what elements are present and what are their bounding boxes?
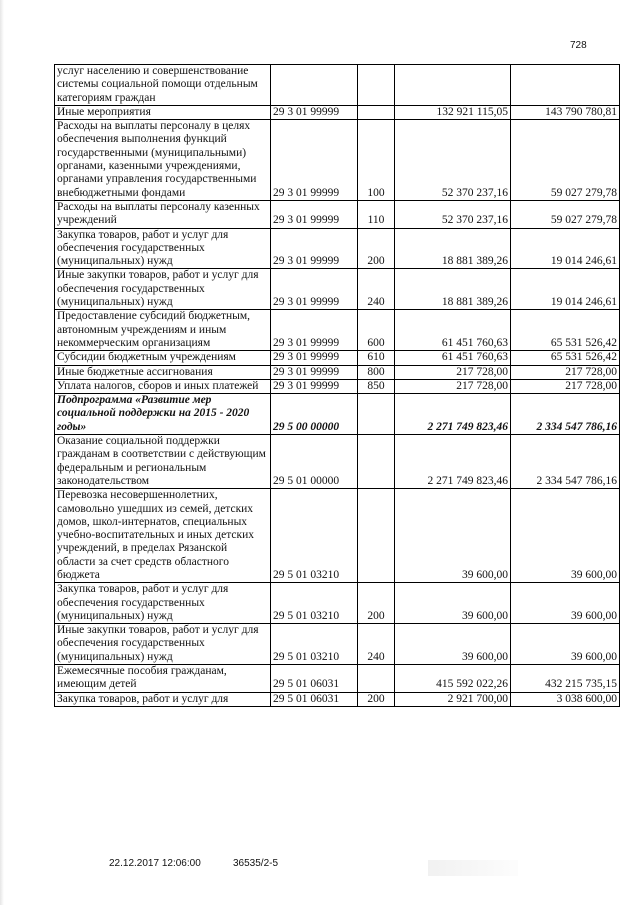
row-vr-code: 800 (358, 365, 395, 379)
row-amount-year1: 52 370 237,16 (395, 120, 511, 201)
footer-doc-id: 36535/2-5 (233, 858, 279, 869)
row-amount-year2: 2 334 547 786,16 (511, 435, 620, 489)
row-csr-code: 29 3 01 99999 (271, 365, 358, 379)
row-amount-year1: 18 881 389,26 (395, 228, 511, 269)
page-number: 728 (570, 40, 587, 51)
row-name: Закупка товаров, работ и услуг для (55, 692, 271, 706)
row-name: Иные закупки товаров, работ и услуг для обеспечения государственных (муниципальных) нужд (55, 624, 271, 665)
row-vr-code (358, 394, 395, 435)
row-name: Закупка товаров, работ и услуг для обеспечения государственных (муниципальных) нужд (55, 583, 271, 624)
row-csr-code: 29 3 01 99999 (271, 310, 358, 351)
row-amount-year1: 2 271 749 823,46 (395, 435, 511, 489)
row-vr-code: 200 (358, 583, 395, 624)
table-row (55, 365, 620, 379)
row-vr-code (358, 105, 395, 119)
table-row (55, 665, 620, 693)
row-vr-code: 600 (358, 310, 395, 351)
table-row (55, 310, 620, 351)
row-amount-year2: 3 038 600,00 (511, 692, 620, 706)
row-amount-year2: 65 531 526,42 (511, 351, 620, 365)
table-row (55, 692, 620, 706)
row-amount-year2: 2 334 547 786,16 (511, 394, 620, 435)
row-csr-code: 29 3 01 99999 (271, 228, 358, 269)
row-name: Иные закупки товаров, работ и услуг для обеспечения государственных (муниципальных) нужд (55, 269, 271, 310)
table-row (55, 120, 620, 201)
row-name: услуг населению и совершенствование системы социальной помощи отдельным категориям граждан (55, 65, 271, 106)
row-name: Перевозка несовершеннолетних, самовольно ушедших из семей, детских домов, школ-интернатов, специальных учебно-воспитательных и иных детских учреждений, в пределах Рязанской области за счет средств областного бюджета (55, 489, 271, 583)
table-row (55, 583, 620, 624)
row-vr-code: 240 (358, 624, 395, 665)
row-amount-year1: 132 921 115,05 (395, 105, 511, 119)
row-name: Расходы на выплаты персоналу казенных учреждений (55, 200, 271, 228)
row-amount-year1: 2 271 749 823,46 (395, 394, 511, 435)
row-csr-code: 29 3 01 99999 (271, 269, 358, 310)
scan-smudge (428, 860, 518, 876)
row-amount-year2: 39 600,00 (511, 624, 620, 665)
row-amount-year2: 217 728,00 (511, 379, 620, 393)
row-csr-code: 29 5 01 06031 (271, 692, 358, 706)
table-row (55, 269, 620, 310)
row-amount-year2: 143 790 780,81 (511, 105, 620, 119)
row-vr-code (358, 65, 395, 106)
row-csr-code: 29 3 01 99999 (271, 200, 358, 228)
row-vr-code: 850 (358, 379, 395, 393)
row-amount-year1: 61 451 760,63 (395, 351, 511, 365)
table-row (55, 200, 620, 228)
row-amount-year2: 19 014 246,61 (511, 269, 620, 310)
row-amount-year2: 39 600,00 (511, 489, 620, 583)
row-amount-year2: 39 600,00 (511, 583, 620, 624)
row-csr-code: 29 5 01 03210 (271, 489, 358, 583)
row-name: Предоставление субсидий бюджетным, автономным учреждениям и иным некоммерческим организациям (55, 310, 271, 351)
row-amount-year2 (511, 65, 620, 106)
row-amount-year1 (395, 65, 511, 106)
table-row (55, 489, 620, 583)
scan-edge (0, 0, 4, 905)
row-name: Иные бюджетные ассигнования (55, 365, 271, 379)
row-amount-year1: 415 592 022,26 (395, 665, 511, 693)
table-row (55, 624, 620, 665)
row-amount-year1: 2 921 700,00 (395, 692, 511, 706)
row-name: Расходы на выплаты персоналу в целях обеспечения выполнения функций государственными (муниципальными) органами, казенными учреждениями, органами управления государственными внебюджетными фондами (55, 120, 271, 201)
row-amount-year1: 52 370 237,16 (395, 200, 511, 228)
row-name: Подпрограмма «Развитие мер социальной поддержки на 2015 - 2020 годы» (55, 394, 271, 435)
row-vr-code (358, 435, 395, 489)
row-vr-code: 240 (358, 269, 395, 310)
row-vr-code: 610 (358, 351, 395, 365)
row-vr-code (358, 665, 395, 693)
table-row (55, 394, 620, 435)
budget-table-body (55, 65, 620, 707)
row-amount-year2: 432 215 735,15 (511, 665, 620, 693)
row-vr-code: 200 (358, 228, 395, 269)
row-amount-year1: 39 600,00 (395, 624, 511, 665)
table-row (55, 435, 620, 489)
table-row (55, 351, 620, 365)
row-amount-year1: 39 600,00 (395, 583, 511, 624)
row-amount-year2: 19 014 246,61 (511, 228, 620, 269)
row-vr-code: 200 (358, 692, 395, 706)
row-vr-code: 110 (358, 200, 395, 228)
row-vr-code: 100 (358, 120, 395, 201)
row-csr-code (271, 65, 358, 106)
row-amount-year2: 217 728,00 (511, 365, 620, 379)
table-row (55, 228, 620, 269)
row-name: Иные мероприятия (55, 105, 271, 119)
row-name: Уплата налогов, сборов и иных платежей (55, 379, 271, 393)
row-amount-year1: 61 451 760,63 (395, 310, 511, 351)
row-csr-code: 29 3 01 99999 (271, 351, 358, 365)
row-csr-code: 29 3 01 99999 (271, 105, 358, 119)
table-row (55, 65, 620, 106)
row-vr-code (358, 489, 395, 583)
row-csr-code: 29 5 01 03210 (271, 583, 358, 624)
row-amount-year1: 18 881 389,26 (395, 269, 511, 310)
row-name: Ежемесячные пособия гражданам, имеющим детей (55, 665, 271, 693)
row-csr-code: 29 3 01 99999 (271, 120, 358, 201)
row-name: Оказание социальной поддержки гражданам в соответствии с действующим федеральным и региональным законодательством (55, 435, 271, 489)
row-amount-year1: 217 728,00 (395, 379, 511, 393)
footer-datetime: 22.12.2017 12:06:00 (109, 858, 201, 869)
row-name: Субсидии бюджетным учреждениям (55, 351, 271, 365)
table-row (55, 379, 620, 393)
row-csr-code: 29 5 01 06031 (271, 665, 358, 693)
row-csr-code: 29 5 01 03210 (271, 624, 358, 665)
row-csr-code: 29 5 01 00000 (271, 435, 358, 489)
row-amount-year1: 39 600,00 (395, 489, 511, 583)
row-amount-year2: 59 027 279,78 (511, 200, 620, 228)
table-row (55, 105, 620, 119)
row-name: Закупка товаров, работ и услуг для обеспечения государственных (муниципальных) нужд (55, 228, 271, 269)
row-csr-code: 29 3 01 99999 (271, 379, 358, 393)
budget-table (54, 64, 620, 707)
row-amount-year2: 65 531 526,42 (511, 310, 620, 351)
row-amount-year2: 59 027 279,78 (511, 120, 620, 201)
row-amount-year1: 217 728,00 (395, 365, 511, 379)
row-csr-code: 29 5 00 00000 (271, 394, 358, 435)
